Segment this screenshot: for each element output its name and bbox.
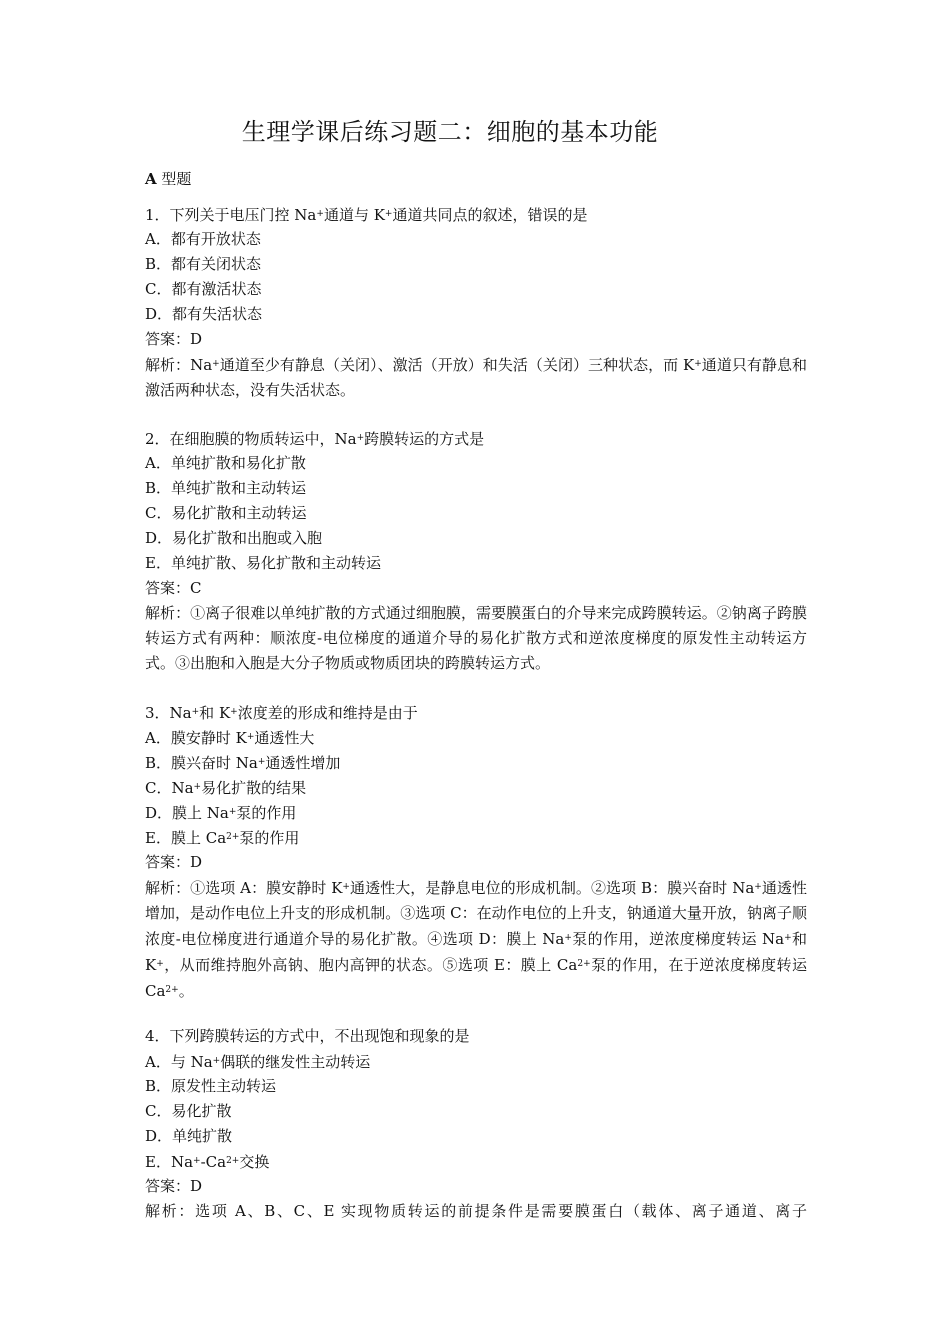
- question-stem: 3．Na+和 K+浓度差的形成和维持是由于: [145, 704, 418, 722]
- option-c: C．易化扩散和主动转运: [145, 504, 307, 522]
- option-b: B．原发性主动转运: [145, 1077, 277, 1095]
- option-c: C．Na+易化扩散的结果: [145, 779, 307, 797]
- option-d: D．膜上 Na+泵的作用: [145, 804, 297, 822]
- question-4: [145, 1024, 807, 1224]
- option-e: E．膜上 $Ca^{2+}$泵的作用: [145, 829, 300, 847]
- question-stem: 4．下列跨膜转运的方式中，不出现饱和现象的是: [145, 1027, 470, 1045]
- option-c: C．易化扩散: [145, 1102, 232, 1120]
- answer: 答案：D: [145, 330, 203, 348]
- section-heading: [145, 168, 191, 190]
- section-heading-text: 型题: [156, 170, 192, 188]
- option-a: A．单纯扩散和易化扩散: [145, 454, 306, 472]
- option-b: B．都有关闭状态: [145, 255, 262, 273]
- option-c: C．都有激活状态: [145, 280, 262, 298]
- option-d: D．易化扩散和出胞或入胞: [145, 529, 323, 547]
- section-heading-letter: A: [145, 170, 157, 188]
- option-b: B．膜兴奋时 Na+通透性增加: [145, 754, 341, 772]
- option-d: D．单纯扩散: [145, 1127, 233, 1145]
- explanation: 解析：①离子很难以单纯扩散的方式通过细胞膜，需要膜蛋白的介导来完成跨膜转运。②钠离子跨膜转运方式有两种：顺浓度-电位梯度的通道介导的易化扩散方式和逆浓度梯度的原发性主动转运方式。③出胞和入胞是大分子物质或物质团块的跨膜转运方式。: [145, 604, 807, 672]
- page-title: 生理学课后练习题二：细胞的基本功能: [241, 118, 659, 146]
- option-e: E．$Na^+-Ca^{2+}$交换: [145, 1153, 270, 1171]
- question-stem: 1．下列关于电压门控 Na+通道与 K+通道共同点的叙述，错误的是: [145, 206, 588, 224]
- answer: 答案：C: [145, 579, 202, 597]
- option-a: A．都有开放状态: [145, 230, 261, 248]
- question-3: [145, 700, 807, 1004]
- explanation: 解析：①选项 A：膜安静时 K+通透性大，是静息电位的形成机制。②选项 B：膜兴奋时 Na+通透性增加，是动作电位上升支的形成机制。③选项 C：在动作电位的上升支，钠通道大量开放，钠离子顺浓度-电位梯度进行通道介导的易化扩散。④选项 D：膜上 Na+泵的作用，逆浓度梯度转运 Na+和 K+，从而维持胞外高钠、胞内高钾的状态。⑤选项 E：膜上 $Ca^{2+}$泵的作用，在于逆浓度梯度转运 $Ca^{2+}$。: [145, 879, 807, 1000]
- question-1: [145, 202, 807, 403]
- explanation: 解析：Na+通道至少有静息（关闭）、激活（开放）和失活（关闭）三种状态，而 K+通道只有静息和激活两种状态，没有失活状态。: [145, 356, 807, 399]
- answer: 答案：D: [145, 853, 203, 871]
- answer: 答案：D: [145, 1177, 203, 1195]
- option-b: B．单纯扩散和主动转运: [145, 479, 307, 497]
- question-stem: 2．在细胞膜的物质转运中，Na+跨膜转运的方式是: [145, 430, 485, 448]
- option-a: A．膜安静时 K+通透性大: [145, 729, 315, 747]
- question-2: [145, 426, 807, 676]
- explanation: 解析：选项 A、B、C、E 实现物质转运的前提条件是需要膜蛋白（载体、离子通道、离子: [145, 1202, 807, 1220]
- option-d: D．都有失活状态: [145, 305, 263, 323]
- option-a: A．与 Na+偶联的继发性主动转运: [145, 1053, 371, 1071]
- option-e: E．单纯扩散、易化扩散和主动转运: [145, 554, 381, 572]
